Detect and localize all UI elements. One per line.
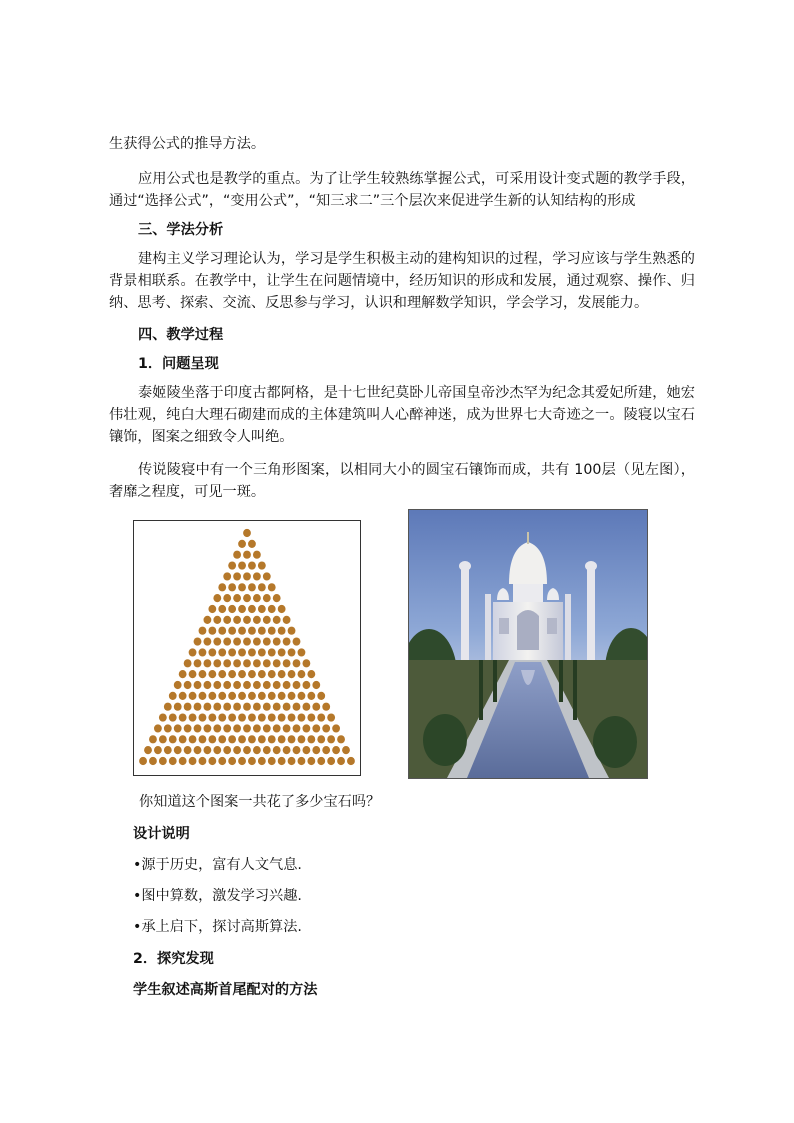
gem-dot — [248, 692, 256, 700]
gem-dot — [238, 757, 246, 765]
gem-dot — [243, 746, 251, 754]
gem-dot — [238, 713, 246, 721]
gem-dot — [288, 713, 296, 721]
gem-dot — [199, 713, 207, 721]
gem-dot — [218, 605, 226, 613]
gem-dot — [303, 703, 311, 711]
gem-dot — [218, 583, 226, 591]
gem-dot — [174, 724, 182, 732]
gem-dot — [194, 703, 202, 711]
gem-dot — [199, 648, 207, 656]
gem-dot — [213, 594, 221, 602]
gem-dot — [298, 713, 306, 721]
gem-dot — [179, 735, 187, 743]
gem-dot — [179, 713, 187, 721]
gem-dot — [243, 529, 251, 537]
design-note-history: •源于历史，富有人文气息. — [133, 857, 302, 873]
gem-dot — [169, 692, 177, 700]
gem-dot — [189, 713, 197, 721]
gem-dot — [243, 724, 251, 732]
gem-dot — [233, 724, 241, 732]
gem-dot — [208, 757, 216, 765]
heading-design-notes: 设计说明 — [133, 826, 190, 842]
gem-dot — [248, 670, 256, 678]
gem-dot — [213, 703, 221, 711]
gem-dot — [204, 681, 212, 689]
gem-dot — [228, 561, 236, 569]
gem-dot — [298, 735, 306, 743]
gem-dot — [184, 681, 192, 689]
gem-dot — [298, 670, 306, 678]
gem-dot — [258, 648, 266, 656]
gem-dot — [288, 627, 296, 635]
gem-dot — [273, 594, 281, 602]
gem-dot — [337, 735, 345, 743]
gem-dot — [189, 757, 197, 765]
gem-dot — [223, 572, 231, 580]
gem-dot — [213, 616, 221, 624]
gem-dot — [233, 616, 241, 624]
gem-dot — [283, 724, 291, 732]
gem-dot — [189, 648, 197, 656]
gem-dot — [317, 735, 325, 743]
paragraph-formula-application: 应用公式也是教学的重点。为了让学生较熟练掌握公式，可采用设计变式题的教学手段，通过“选择公式”，“变用公式”，“知三求二”三个层次来促进学生新的认知结构的形成 — [109, 171, 695, 209]
gem-dot — [233, 703, 241, 711]
subheading-explore: 2．探究发现 — [133, 951, 214, 967]
gem-dot — [213, 746, 221, 754]
gem-dot — [258, 627, 266, 635]
gem-dot — [238, 670, 246, 678]
gem-dot — [293, 637, 301, 645]
paragraph-constructivism: 建构主义学习理论认为，学习是学生积极主动的建构知识的过程，学习应该与学生熟悉的背景相联系。在教学中，让学生在问题情境中，经历知识的形成和发展，通过观察、操作、归纳、思考、探索、交流、反思参与学习，认识和理解数学知识，学会学习，发展能力。 — [109, 251, 695, 311]
gem-dot — [218, 757, 226, 765]
gem-dot — [288, 692, 296, 700]
gem-dot — [322, 724, 330, 732]
gem-dot — [248, 540, 256, 548]
gem-dot — [164, 724, 172, 732]
gem-dot — [223, 594, 231, 602]
gem-dot — [218, 627, 226, 635]
gem-dot — [194, 746, 202, 754]
gem-dot — [317, 713, 325, 721]
gem-dot — [213, 724, 221, 732]
gem-dot — [169, 713, 177, 721]
gem-dot — [228, 605, 236, 613]
gem-dot — [283, 681, 291, 689]
gem-dot — [253, 746, 261, 754]
gem-dot — [218, 670, 226, 678]
gem-dot — [139, 757, 147, 765]
design-note-counting: •图中算数，激发学习兴趣. — [133, 888, 302, 904]
gem-dot — [218, 692, 226, 700]
gem-dot — [238, 583, 246, 591]
gem-dot — [228, 627, 236, 635]
gem-dot — [278, 735, 286, 743]
gem-dot — [268, 713, 276, 721]
gem-dot — [189, 735, 197, 743]
gem-dot — [263, 616, 271, 624]
gem-dot — [298, 692, 306, 700]
gem-dot — [312, 746, 320, 754]
gem-dot — [258, 605, 266, 613]
paragraph-gauss-pairing: 学生叙述高斯首尾配对的方法 — [133, 982, 318, 998]
gem-dot — [154, 746, 162, 754]
gem-dot — [204, 659, 212, 667]
gem-dot — [293, 746, 301, 754]
gem-dot — [283, 637, 291, 645]
paragraph-taj-mahal: 泰姬陵坐落于印度古都阿格，是十七世纪莫卧儿帝国皇帝沙杰罕为纪念其爱妃所建，她宏伟壮观，纯白大理石砌建而成的主体建筑叫人心醉神迷，成为世界七大奇迹之一。陵寝以宝石镶饰，图案之细致令人叫绝。 — [109, 385, 695, 445]
gem-dot — [233, 681, 241, 689]
gem-dot — [337, 757, 345, 765]
taj-mahal-photo-icon — [409, 510, 647, 778]
gem-dot — [293, 724, 301, 732]
gem-dot — [307, 757, 315, 765]
gem-dot — [312, 724, 320, 732]
gem-dot — [273, 659, 281, 667]
gem-dot — [312, 703, 320, 711]
gem-dot — [223, 616, 231, 624]
gem-dot — [278, 692, 286, 700]
gem-dot — [199, 692, 207, 700]
gem-dot — [213, 659, 221, 667]
gem-dot — [253, 681, 261, 689]
gem-dot — [248, 757, 256, 765]
gem-dot — [283, 703, 291, 711]
gem-dot — [327, 757, 335, 765]
gem-dot — [307, 735, 315, 743]
gem-dot — [258, 735, 266, 743]
gem-dot — [228, 648, 236, 656]
gem-dot — [243, 594, 251, 602]
gem-dot — [243, 659, 251, 667]
gem-dot — [184, 703, 192, 711]
gem-dot — [208, 692, 216, 700]
gem-dot — [303, 681, 311, 689]
gem-dot — [307, 670, 315, 678]
gem-dot — [159, 713, 167, 721]
gem-dot — [283, 659, 291, 667]
gem-dot — [248, 713, 256, 721]
gem-dot — [194, 659, 202, 667]
gem-dot — [199, 627, 207, 635]
gem-dot — [149, 735, 157, 743]
gem-dot — [208, 713, 216, 721]
gem-dot — [248, 627, 256, 635]
gem-dot — [258, 692, 266, 700]
gem-dot — [322, 703, 330, 711]
gem-dot — [189, 670, 197, 678]
gem-dot — [223, 659, 231, 667]
paragraph-derivation: 生获得公式的推导方法。 — [109, 136, 266, 152]
gem-dot — [273, 681, 281, 689]
gem-dot — [238, 692, 246, 700]
gem-dot — [278, 713, 286, 721]
gem-dot — [253, 637, 261, 645]
gem-dot — [278, 757, 286, 765]
gem-dot — [273, 746, 281, 754]
gem-dot — [253, 616, 261, 624]
gem-dot — [248, 605, 256, 613]
gem-dot — [263, 724, 271, 732]
gem-dot — [233, 572, 241, 580]
gem-dot — [332, 724, 340, 732]
gem-dot — [317, 692, 325, 700]
gem-dot — [228, 757, 236, 765]
gem-dot — [263, 703, 271, 711]
gem-dot — [258, 583, 266, 591]
gem-dot — [213, 637, 221, 645]
gem-dot — [298, 757, 306, 765]
gem-dot — [312, 681, 320, 689]
design-note-gauss: •承上启下，探讨高斯算法. — [133, 919, 302, 935]
gem-dot — [327, 735, 335, 743]
gem-dot — [208, 670, 216, 678]
gem-dot — [199, 670, 207, 678]
gem-dot — [159, 735, 167, 743]
gem-dot — [263, 746, 271, 754]
gem-dot — [223, 637, 231, 645]
gem-dot — [273, 724, 281, 732]
gem-dot — [303, 746, 311, 754]
gem-dot — [248, 561, 256, 569]
gem-dot — [288, 757, 296, 765]
paragraph-triangle-legend: 传说陵寝中有一个三角形图案，以相同大小的圆宝石镶饰而成，共有 100层（见左图），奢靡之程度，可见一斑。 — [109, 462, 695, 500]
gem-dot — [204, 703, 212, 711]
gem-dot — [298, 648, 306, 656]
gem-dot — [233, 594, 241, 602]
gem-dot — [169, 735, 177, 743]
gem-dot — [233, 637, 241, 645]
subheading-problem: 1．问题呈现 — [138, 356, 219, 372]
gem-dot — [243, 703, 251, 711]
gem-dot — [223, 724, 231, 732]
gem-dot — [253, 703, 261, 711]
gem-dot — [204, 637, 212, 645]
gem-dot — [258, 561, 266, 569]
gem-dot — [288, 648, 296, 656]
gem-dot — [218, 735, 226, 743]
gem-dot — [307, 713, 315, 721]
gem-dot — [199, 757, 207, 765]
gem-dot — [317, 757, 325, 765]
gem-dot — [268, 648, 276, 656]
gem-dot — [283, 616, 291, 624]
gem-dot — [228, 670, 236, 678]
gem-dot — [278, 648, 286, 656]
gem-dot — [243, 637, 251, 645]
triangle-gem-figure — [133, 520, 361, 776]
gem-dot — [238, 540, 246, 548]
gem-dot — [268, 583, 276, 591]
gem-dot — [268, 757, 276, 765]
gem-dot — [327, 713, 335, 721]
gem-dot — [258, 757, 266, 765]
gem-dot — [223, 703, 231, 711]
gem-dot — [179, 670, 187, 678]
gem-dot — [288, 670, 296, 678]
gem-dot — [208, 627, 216, 635]
gem-triangle-pattern-icon — [134, 521, 360, 775]
gem-dot — [273, 637, 281, 645]
gem-dot — [238, 648, 246, 656]
gem-dot — [263, 594, 271, 602]
gem-dot — [263, 637, 271, 645]
gem-dot — [218, 713, 226, 721]
gem-dot — [189, 692, 197, 700]
gem-dot — [184, 659, 192, 667]
gem-dot — [268, 692, 276, 700]
gem-dot — [228, 735, 236, 743]
gem-dot — [208, 648, 216, 656]
gem-dot — [238, 605, 246, 613]
gem-dot — [293, 681, 301, 689]
gem-dot — [303, 659, 311, 667]
gem-dot — [208, 605, 216, 613]
gem-dot — [243, 616, 251, 624]
gem-dot — [228, 692, 236, 700]
gem-dot — [194, 681, 202, 689]
gem-dot — [273, 703, 281, 711]
gem-dot — [253, 594, 261, 602]
gem-dot — [204, 746, 212, 754]
question-gem-count: 你知道这个图案一共花了多少宝石吗？ — [139, 794, 381, 810]
gem-dot — [233, 551, 241, 559]
gem-dot — [233, 659, 241, 667]
gem-dot — [149, 757, 157, 765]
gem-dot — [268, 735, 276, 743]
gem-dot — [268, 627, 276, 635]
gem-dot — [223, 681, 231, 689]
gem-dot — [194, 724, 202, 732]
gem-dot — [278, 670, 286, 678]
gem-dot — [347, 757, 355, 765]
gem-dot — [293, 703, 301, 711]
gem-dot — [184, 746, 192, 754]
gem-dot — [174, 703, 182, 711]
gem-dot — [307, 692, 315, 700]
gem-dot — [243, 681, 251, 689]
gem-dot — [258, 670, 266, 678]
gem-dot — [273, 616, 281, 624]
gem-dot — [248, 735, 256, 743]
gem-dot — [253, 572, 261, 580]
gem-dot — [263, 572, 271, 580]
gem-dot — [253, 551, 261, 559]
gem-dot — [204, 616, 212, 624]
heading-teaching-process: 四、教学过程 — [138, 327, 224, 343]
gem-dot — [332, 746, 340, 754]
gem-dot — [253, 724, 261, 732]
gem-dot — [263, 681, 271, 689]
gem-dot — [144, 746, 152, 754]
gem-dot — [184, 724, 192, 732]
gem-dot — [218, 648, 226, 656]
gem-dot — [159, 757, 167, 765]
gem-dot — [233, 746, 241, 754]
gem-dot — [283, 746, 291, 754]
gem-dot — [199, 735, 207, 743]
gem-dot — [258, 713, 266, 721]
gem-dot — [293, 659, 301, 667]
gem-dot — [174, 681, 182, 689]
gem-dot — [194, 637, 202, 645]
gem-dot — [303, 724, 311, 732]
gem-dot — [243, 572, 251, 580]
gem-dot — [248, 648, 256, 656]
gem-dot — [278, 627, 286, 635]
gem-dot — [238, 561, 246, 569]
gem-dot — [179, 692, 187, 700]
gem-dot — [154, 724, 162, 732]
gem-dot — [253, 659, 261, 667]
gem-dot — [228, 713, 236, 721]
gem-dot — [342, 746, 350, 754]
gem-dot — [179, 757, 187, 765]
gem-dot — [268, 605, 276, 613]
gem-dot — [248, 583, 256, 591]
gem-dot — [169, 757, 177, 765]
gem-dot — [322, 746, 330, 754]
gem-dot — [238, 627, 246, 635]
gem-dot — [228, 583, 236, 591]
gem-dot — [263, 659, 271, 667]
gem-dot — [278, 605, 286, 613]
gem-dot — [238, 735, 246, 743]
gem-dot — [174, 746, 182, 754]
gem-dot — [223, 746, 231, 754]
gem-dot — [164, 746, 172, 754]
gem-dot — [288, 735, 296, 743]
gem-dot — [204, 724, 212, 732]
gem-dot — [208, 735, 216, 743]
gem-dot — [268, 670, 276, 678]
gem-dot — [164, 703, 172, 711]
gem-dot — [213, 681, 221, 689]
heading-learning-method: 三、学法分析 — [138, 222, 224, 238]
taj-mahal-photo — [408, 509, 648, 779]
gem-dot — [243, 551, 251, 559]
